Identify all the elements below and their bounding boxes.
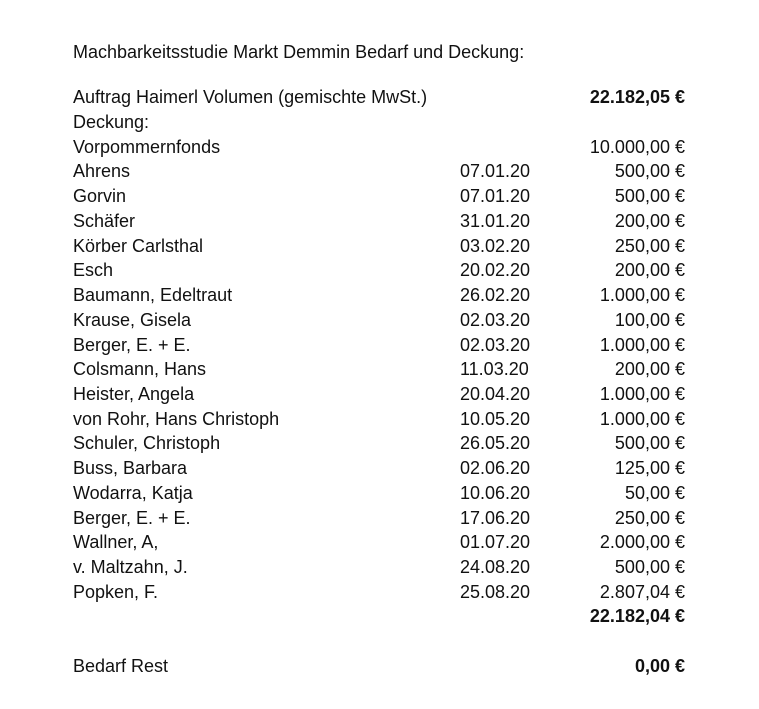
donation-amount: 50,00 €: [624, 483, 685, 503]
total-amount: 22.182,04 €: [589, 606, 685, 626]
donation-date: 01.07.20: [460, 532, 531, 552]
donation-date: 10.06.20: [460, 483, 531, 503]
donation-amount: 2.000,00 €: [599, 532, 685, 552]
donation-row: [0, 580, 759, 605]
total-row: [0, 604, 759, 629]
donation-amount: 500,00 €: [614, 433, 685, 453]
rest-amount: 0,00 €: [634, 656, 685, 676]
donation-date: 02.03.20: [460, 310, 531, 330]
coverage-label: Deckung:: [73, 112, 150, 132]
donation-amount: 1.000,00 €: [599, 409, 685, 429]
rest-row: [0, 654, 759, 679]
donor-name: v. Maltzahn, J.: [73, 557, 188, 577]
order-row: [0, 85, 759, 110]
donation-date: 03.02.20: [460, 236, 531, 256]
donation-amount: 100,00 €: [614, 310, 685, 330]
donation-row: [0, 184, 759, 209]
order-label: Auftrag Haimerl Volumen (gemischte MwSt.): [73, 87, 428, 107]
donor-name: Schäfer: [73, 211, 136, 231]
donation-date: 26.05.20: [460, 433, 531, 453]
donor-name: Buss, Barbara: [73, 458, 188, 478]
donation-date: 25.08.20: [460, 582, 531, 602]
donation-row: [0, 530, 759, 555]
donation-row: [0, 456, 759, 481]
donation-row: [0, 234, 759, 259]
donor-name: Gorvin: [73, 186, 127, 206]
donation-date: 02.06.20: [460, 458, 531, 478]
donation-amount: 250,00 €: [614, 236, 685, 256]
donor-name: Colsmann, Hans: [73, 359, 207, 379]
donor-name: Schuler, Christoph: [73, 433, 221, 453]
donation-date: 20.04.20: [460, 384, 531, 404]
donation-date: 31.01.20: [460, 211, 531, 231]
fund-row: [0, 135, 759, 160]
donor-name: Wallner, A,: [73, 532, 159, 552]
donation-row: [0, 481, 759, 506]
donation-amount: 1.000,00 €: [599, 285, 685, 305]
donation-row: [0, 209, 759, 234]
donation-row: [0, 258, 759, 283]
donation-row: [0, 159, 759, 184]
donation-date: 10.05.20: [460, 409, 531, 429]
donation-row: [0, 283, 759, 308]
donation-amount: 2.807,04 €: [599, 582, 685, 602]
donor-name: Wodarra, Katja: [73, 483, 193, 503]
donation-row: [0, 382, 759, 407]
donation-amount: 125,00 €: [614, 458, 685, 478]
donor-name: Körber Carlsthal: [73, 236, 204, 256]
donation-amount: 1.000,00 €: [599, 384, 685, 404]
donor-name: Krause, Gisela: [73, 310, 192, 330]
donor-name: Esch: [73, 260, 114, 280]
donor-name: Heister, Angela: [73, 384, 195, 404]
donor-name: von Rohr, Hans Christoph: [73, 409, 280, 429]
fund-amount: 10.000,00 €: [589, 137, 685, 157]
order-amount: 22.182,05 €: [589, 87, 685, 107]
coverage-heading-row: [0, 110, 759, 135]
donation-row: [0, 555, 759, 580]
donation-date: 24.08.20: [460, 557, 531, 577]
donation-row: [0, 357, 759, 382]
donation-amount: 200,00 €: [614, 211, 685, 231]
donation-amount: 250,00 €: [614, 508, 685, 528]
donor-name: Berger, E. + E.: [73, 508, 191, 528]
donation-date: 07.01.20: [460, 161, 531, 181]
fund-name: Vorpommernfonds: [73, 137, 221, 157]
donation-amount: 500,00 €: [614, 557, 685, 577]
donation-date: 07.01.20: [460, 186, 531, 206]
donation-row: [0, 506, 759, 531]
donation-date: 02.03.20: [460, 335, 531, 355]
donor-name: Popken, F.: [73, 582, 159, 602]
donation-amount: 1.000,00 €: [599, 335, 685, 355]
donor-name: Baumann, Edeltraut: [73, 285, 233, 305]
donor-name: Ahrens: [73, 161, 131, 181]
donation-date: 26.02.20: [460, 285, 531, 305]
donation-amount: 200,00 €: [614, 260, 685, 280]
document-title: Machbarkeitsstudie Markt Demmin Bedarf und Deckung:: [73, 42, 525, 62]
donation-row: [0, 431, 759, 456]
donation-row: [0, 308, 759, 333]
donation-row: [0, 333, 759, 358]
donation-date: 20.02.20: [460, 260, 531, 280]
donation-row: [0, 407, 759, 432]
donation-date: 17.06.20: [460, 508, 531, 528]
donor-name: Berger, E. + E.: [73, 335, 191, 355]
donation-amount: 500,00 €: [614, 161, 685, 181]
donation-amount: 200,00 €: [614, 359, 685, 379]
donation-amount: 500,00 €: [614, 186, 685, 206]
rest-label: Bedarf Rest: [73, 656, 169, 676]
donation-date: 11.03.20: [460, 359, 529, 379]
